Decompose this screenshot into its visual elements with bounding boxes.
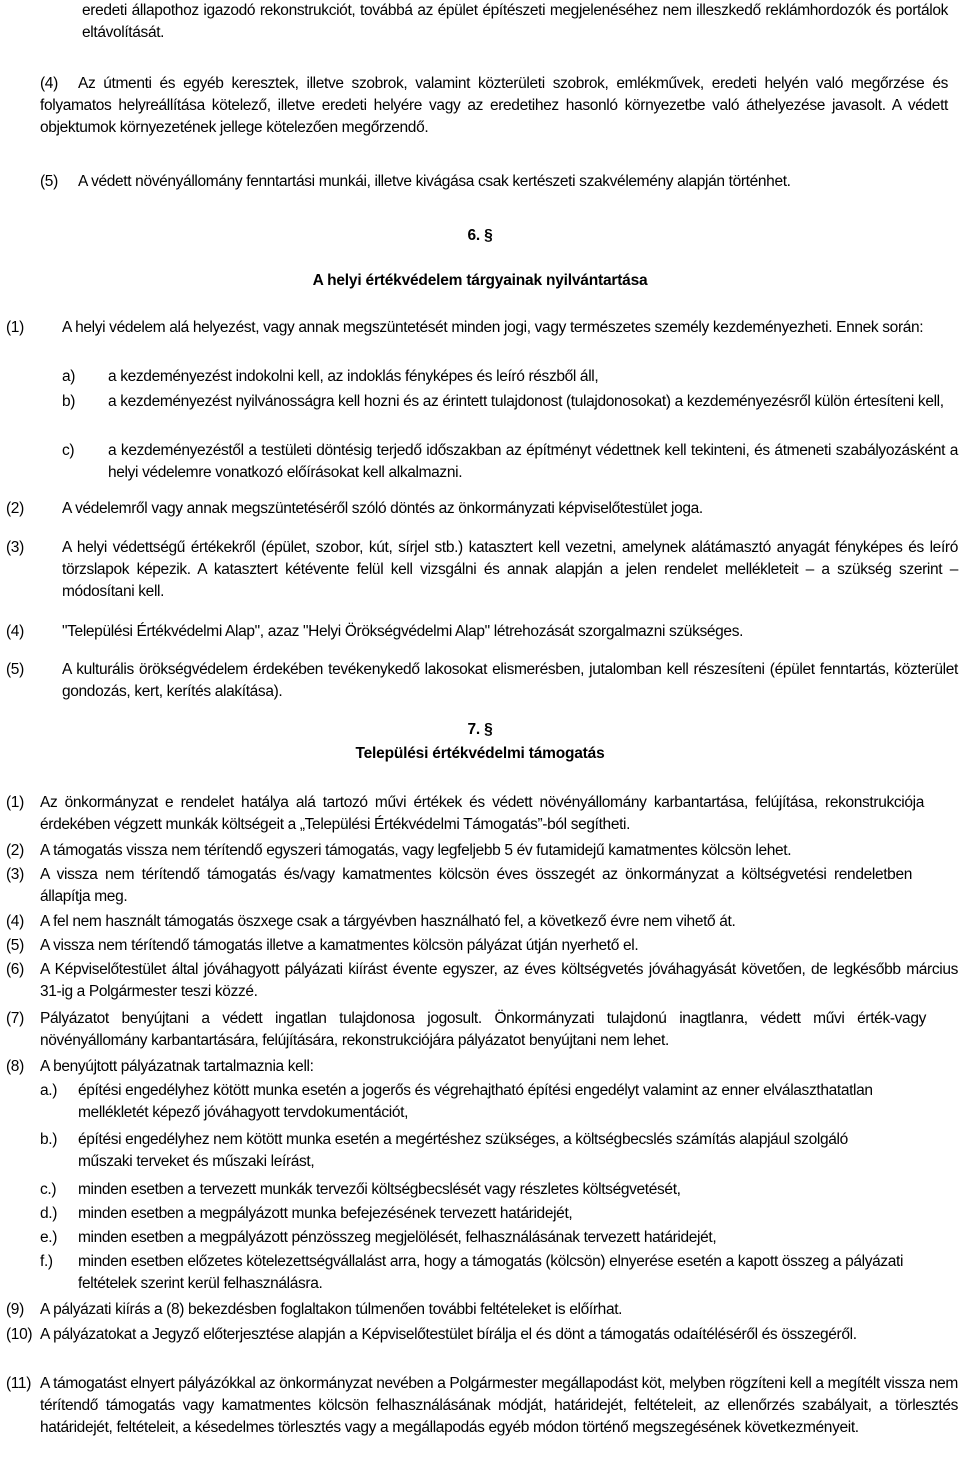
item-text: építési engedélyhez nem kötött munka esetén a megértéshez szükséges, a költségbecslés számítás alapjául szolgáló műszaki terveket és műszaki leírást, xyxy=(78,1131,848,1170)
item-label: f.) xyxy=(40,1253,53,1270)
paragraph-number: (2) xyxy=(6,842,24,859)
section-7-number: 7. § xyxy=(467,721,493,738)
item-label: c.) xyxy=(40,1181,57,1198)
paragraph-number: (1) xyxy=(6,794,24,811)
paragraph-text: A védelemről vagy annak megszüntetéséről szóló döntés az önkormányzati képviselőtestület joga. xyxy=(62,500,703,517)
sec7-paragraph-9 xyxy=(6,1299,956,1321)
paragraph-number: (5) xyxy=(6,661,24,678)
item-text: a kezdeményezést nyilvánosságra kell hozni és az érintett tulajdonost (tulajdonosokat) a kezdeményezésről külön értesíteni kell, xyxy=(108,393,944,410)
sec7-paragraph-8 xyxy=(6,1056,956,1078)
paragraph-text: A helyi védelem alá helyezést, vagy annak megszüntetését minden jogi, vagy természetes személy kezdeményezheti. Ennek során: xyxy=(62,319,924,336)
paragraph-text: A vissza nem térítendő támogatás és/vagy kamatmentes kölcsön éves összegét az önkormányzat a költségvetési rendeletben állapítja meg. xyxy=(40,866,912,905)
sec6-paragraph-5 xyxy=(6,659,958,703)
paragraph-number: (4) xyxy=(6,913,24,930)
item-label: d.) xyxy=(40,1205,58,1222)
item-label: c) xyxy=(62,442,75,459)
paragraph-number: (8) xyxy=(6,1058,24,1075)
sec7-paragraph-11 xyxy=(6,1373,958,1439)
section-6-number: 6. § xyxy=(467,227,493,244)
paragraph-text: A pályázati kiírás a (8) bekezdésben foglaltakon túlmenően további feltételeket is előírhat. xyxy=(40,1301,623,1318)
list-item xyxy=(62,366,958,388)
list-item xyxy=(40,1251,920,1295)
item-label: a) xyxy=(62,368,76,385)
sec6-paragraph-2 xyxy=(6,498,958,520)
paragraph-text: A benyújtott pályázatnak tartalmaznia kell: xyxy=(40,1058,314,1075)
list-item xyxy=(40,1179,940,1201)
item-label: b.) xyxy=(40,1131,58,1148)
paragraph-text: eredeti állapothoz igazodó rekonstrukciót, továbbá az épület építészeti megjelenéséhez nem illeszkedő reklámhordozók és portálok eltávolítását. xyxy=(82,2,948,41)
item-label: b) xyxy=(62,393,76,410)
paragraph-number: (5) xyxy=(6,937,24,954)
list-item xyxy=(40,1227,956,1249)
paragraph-text: A helyi védettségű értékekről (épület, szobor, kút, sírjel stb.) katasztert kell vezetni, amelynek alátámasztó anyagát fényképes és leíró törzslapok képezik. A katasztert kétévente felül kell vizsgálni és annak alapján a jelen rendelet mellékleteit – a szükség szerint – módosítani kell. xyxy=(62,539,958,600)
paragraph-number: (4) xyxy=(6,623,24,640)
paragraph-continuation xyxy=(82,0,948,44)
paragraph-text: A fel nem használt támogatás öszxege csak a tárgyévben használható fel, a következő évre nem vihető át. xyxy=(40,913,736,930)
paragraph-text: A támogatás vissza nem térítendő egyszeri támogatás, vagy legfeljebb 5 év futamidejű kamatmentes kölcsön lehet. xyxy=(40,842,792,859)
paragraph-text: A támogatást elnyert pályázókkal az önkormányzat nevében a Polgármester megállapodást köt, melyben rögzíteni kell a megítélt vissza nem térítendő támogatás vagy kamatmentes kölcsön felhasználásának módját, határidejét, feltételeit, az ellenőrzés szabályait, a törlesztés határidejét, feltételeit, a késedelmes törlesztés vagy a megállapodás egyéb módon történő megszegésének következményeit. xyxy=(40,1375,958,1436)
list-item xyxy=(62,440,958,484)
paragraph-number: (1) xyxy=(6,319,24,336)
paragraph-number: (5) xyxy=(40,173,58,190)
sec7-paragraph-3 xyxy=(6,864,912,908)
paragraph-text: A Képviselőtestület által jóváhagyott pályázati kiírást évente egyszer, az éves költségvetés jóváhagyását követően, de legkésőbb március 31-ig a Polgármester teszi közzé. xyxy=(40,961,958,1000)
section-7-title: Települési értékvédelmi támogatás xyxy=(355,745,605,762)
list-item xyxy=(40,1080,890,1124)
paragraph-text: "Települési Értékvédelmi Alap", azaz "Helyi Örökségvédelmi Alap" létrehozását szorgalmazni szükséges. xyxy=(62,623,744,640)
item-text: minden esetben a megpályázott munka befejezésének tervezett határidejét, xyxy=(78,1205,573,1222)
item-text: a kezdeményezéstől a testületi döntésig terjedő időszakban az építményt védettnek kell tekinteni, és átmeneti szabályozásként a helyi védelemre vonatkozó előírásokat kell alkalmazni. xyxy=(108,442,958,481)
paragraph-number: (3) xyxy=(6,539,24,556)
list-item xyxy=(62,391,958,413)
paragraph-5 xyxy=(40,171,948,193)
list-item xyxy=(40,1203,940,1225)
sec7-paragraph-2 xyxy=(6,840,956,862)
sec7-paragraph-10 xyxy=(6,1324,926,1346)
paragraph-text: Az önkormányzat e rendelet hatálya alá tartozó művi értékek és védett növényállomány karbantartása, felújítása, rekonstrukciója érdekében végzett munkák költségeit a „Települési Értékvédelmi Támogatás”-ból segítheti. xyxy=(40,794,924,833)
item-text: a kezdeményezést indokolni kell, az indoklás fényképes és leíró részből áll, xyxy=(108,368,599,385)
paragraph-number: (3) xyxy=(6,866,24,883)
sec6-paragraph-1 xyxy=(6,317,958,339)
item-text: minden esetben a megpályázott pénzösszeg megjelölését, felhasználásának tervezett határidejét, xyxy=(78,1229,717,1246)
sec7-paragraph-7 xyxy=(6,1008,926,1052)
item-label: a.) xyxy=(40,1082,58,1099)
paragraph-number: (9) xyxy=(6,1301,24,1318)
item-label: e.) xyxy=(40,1229,58,1246)
paragraph-text: A kulturális örökségvédelem érdekében tevékenykedő lakosokat elismerésben, jutalomban kell részesíteni (épület fenntartás, közterület gondozás, kert, kerítés alakítása). xyxy=(62,661,958,700)
paragraph-number: (4) xyxy=(40,75,58,92)
paragraph-text: A vissza nem térítendő támogatás illetve a kamatmentes kölcsön pályázat útján nyerhető el. xyxy=(40,937,639,954)
list-item xyxy=(40,1129,892,1173)
sec7-paragraph-5 xyxy=(6,935,956,957)
item-text: építési engedélyhez kötött munka esetén a jogerős és végrehajtható építési engedélyt valamint az enner elválaszthatatlan mellékletét képező jóváhagyott tervdokumentációt, xyxy=(78,1082,873,1121)
paragraph-4 xyxy=(40,73,948,139)
paragraph-number: (7) xyxy=(6,1010,24,1027)
paragraph-text: A pályázatokat a Jegyző előterjesztése alapján a Képviselőtestület bírálja el és dönt a támogatás odaítéléséről és összegéről. xyxy=(40,1326,857,1343)
sec7-paragraph-4 xyxy=(6,911,956,933)
paragraph-number: (2) xyxy=(6,500,24,517)
paragraph-number: (10) xyxy=(6,1326,33,1343)
sec6-paragraph-4 xyxy=(6,621,958,643)
item-text: minden esetben előzetes kötelezettségvállalást arra, hogy a támogatás (kölcsön) elnyerése esetén a kapott összeg a pályázati feltételek szerint kerül felhasználásra. xyxy=(78,1253,904,1292)
paragraph-text: Pályázatot benyújtani a védett ingatlan tulajdonosa jogosult. Önkormányzati tulajdonú inagtlanra, védett művi érték-vagy növényállomány karbantartására, felújítására, rekonstrukciójára pályázatot benyújtani nem lehet. xyxy=(40,1010,926,1049)
sec7-paragraph-6 xyxy=(6,959,958,1003)
paragraph-number: (11) xyxy=(6,1375,32,1392)
item-text: minden esetben a tervezett munkák tervezői költségbecslését vagy részletes költségvetését, xyxy=(78,1181,681,1198)
paragraph-text: A védett növényállomány fenntartási munkái, illetve kivágása csak kertészeti szakvélemény alapján történhet. xyxy=(78,173,791,190)
paragraph-number: (6) xyxy=(6,961,24,978)
section-6-title: A helyi értékvédelem tárgyainak nyilvántartása xyxy=(312,272,648,289)
paragraph-text: Az útmenti és egyéb keresztek, illetve szobrok, valamint közterületi szobrok, emlékművek, eredeti helyén való megőrzése és folyamatos helyreállítása kötelező, illetve eredeti helyére vagy az eredetihez hasonló környezetbe való áthelyezése javasolt. A védett objektumok környezetének jellege kötelezően megőrzendő. xyxy=(40,75,948,136)
sec7-paragraph-1 xyxy=(6,792,924,836)
sec6-paragraph-3 xyxy=(6,537,958,603)
